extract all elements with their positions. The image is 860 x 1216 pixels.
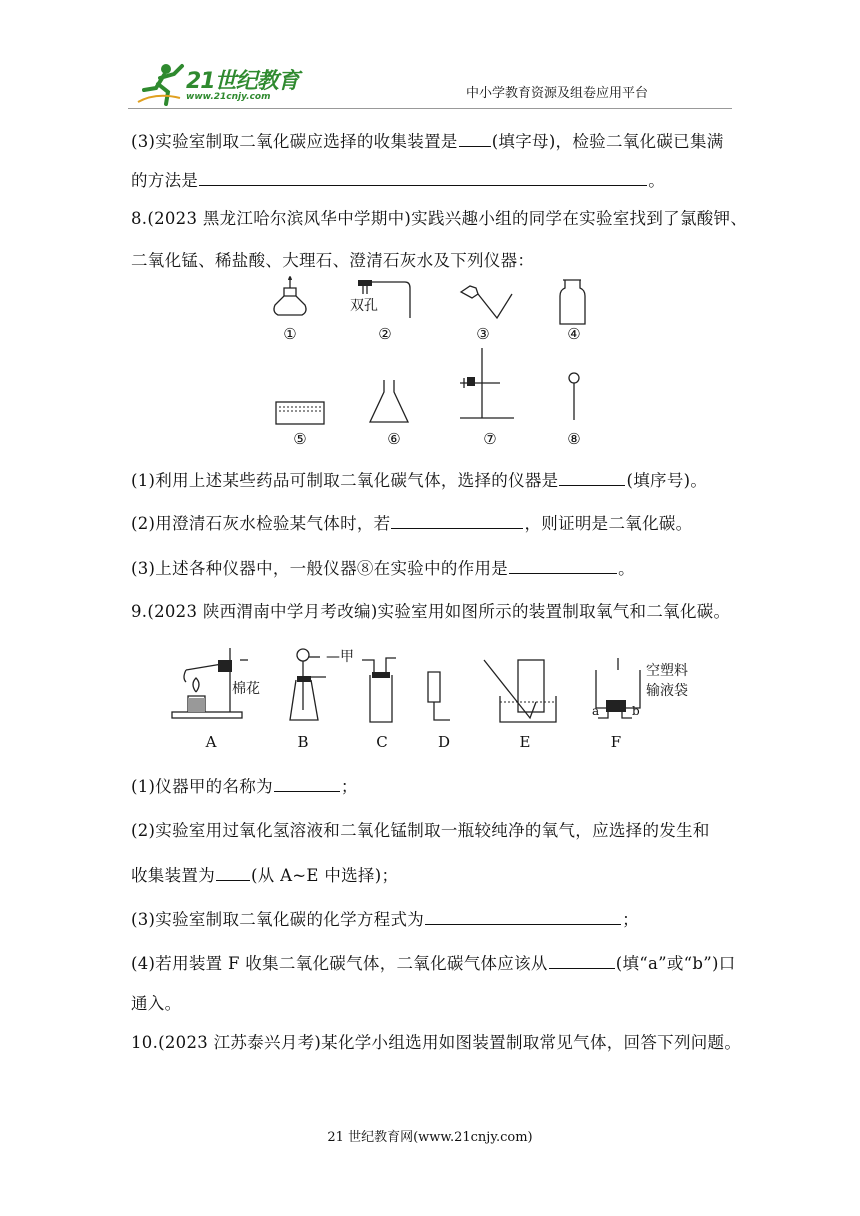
- q8-apparatus-figure: [0, 260, 860, 460]
- apparatus-e-icon: [484, 660, 556, 722]
- water-trough-icon: [276, 402, 324, 424]
- label-a: a: [592, 704, 600, 718]
- q9-stem: 9.(2023 陕西渭南中学月考改编)实验室用如图所示的装置制取氧气和二氧化碳。: [131, 602, 731, 621]
- caption-C: C: [376, 733, 388, 751]
- caption-3: ③: [476, 325, 490, 343]
- apparatus-d-icon: [428, 672, 450, 720]
- answer-blank[interactable]: [559, 469, 625, 486]
- platform-name: 中小学教育资源及组卷应用平台: [466, 86, 649, 101]
- caption-A: A: [205, 733, 217, 751]
- q7-part3-line1: (3)实验室制取二氧化碳应选择的收集装置是 (填字母)，检验二氧化碳已集满: [131, 132, 724, 151]
- label-b: b: [632, 704, 640, 718]
- caption-6: ⑥: [387, 430, 401, 448]
- caption-5: ⑤: [293, 430, 307, 448]
- answer-blank[interactable]: [509, 557, 617, 574]
- caption-D: D: [437, 733, 451, 751]
- long-neck-funnel-icon: [569, 373, 579, 420]
- label-bag-1: 空塑料: [646, 663, 688, 679]
- answer-blank[interactable]: [391, 512, 523, 529]
- caption-E: E: [519, 733, 531, 751]
- q9-part1: (1)仪器甲的名称为 ；: [131, 777, 358, 796]
- gas-jar-icon: [560, 280, 585, 324]
- q9-part4-line2: 通入。: [131, 994, 182, 1013]
- apparatus-c-icon: [362, 658, 396, 722]
- q8-part2: (2)用澄清石灰水检验某气体时，若 ，则证明是二氧化碳。: [131, 514, 693, 533]
- label-bag-2: 输液袋: [646, 683, 688, 699]
- q8-part3: (3)上述各种仪器中，一般仪器⑧在实验中的作用是 。: [131, 559, 635, 578]
- caption-4: ④: [567, 325, 581, 343]
- conical-flask-icon: [370, 380, 408, 422]
- caption-2: ②: [378, 325, 392, 343]
- q9-part2-line2: 收集装置为 (从 A~E 中选择)；: [131, 866, 399, 885]
- caption-1: ①: [283, 325, 297, 343]
- answer-blank[interactable]: [549, 952, 615, 969]
- bent-tube-icon: [461, 286, 512, 318]
- logo-url: www.21cnjy.com: [186, 92, 271, 102]
- page-footer: 21 世纪教育网(www.21cnjy.com): [327, 1130, 533, 1145]
- answer-blank[interactable]: [274, 775, 340, 792]
- q9-part2-line1: (2)实验室用过氧化氢溶液和二氧化锰制取一瓶较纯净的氧气，应选择的发生和: [131, 821, 710, 840]
- caption-B: B: [297, 733, 309, 751]
- q10-stem: 10.(2023 江苏泰兴月考)某化学小组选用如图装置制取常见气体，回答下列问题。: [131, 1033, 742, 1052]
- caption-7: ⑦: [483, 430, 497, 448]
- logo-text: 21世纪教育: [186, 69, 299, 94]
- answer-blank[interactable]: [459, 130, 491, 147]
- caption-8: ⑧: [567, 430, 581, 448]
- q9-apparatus-figure: [0, 630, 860, 740]
- label-mianhua: 棉花: [232, 681, 260, 697]
- q8-stem-2: 二氧化锰、稀盐酸、大理石、澄清石灰水及下列仪器：: [131, 251, 535, 270]
- site-logo: [136, 62, 316, 108]
- q8-part1: (1)利用上述某些药品可制取二氧化碳气体，选择的仪器是 (填序号)。: [131, 471, 708, 490]
- caption-F: F: [610, 733, 622, 751]
- answer-blank[interactable]: [425, 908, 621, 925]
- iron-stand-icon: [460, 348, 514, 418]
- label-shuangkong: 双孔: [350, 298, 378, 314]
- apparatus-b-icon: [290, 649, 326, 720]
- alcohol-lamp-icon: [274, 276, 306, 315]
- q9-part3: (3)实验室制取二氧化碳的化学方程式为 ；: [131, 910, 639, 929]
- q7-part3-line2: 的方法是 。: [131, 171, 666, 190]
- label-jia: —甲: [326, 649, 354, 665]
- answer-blank[interactable]: [199, 169, 647, 186]
- q8-stem-1: 8.(2023 黑龙江哈尔滨风华中学期中)实践兴趣小组的同学在实验室找到了氯酸钾、: [131, 209, 748, 228]
- runner-icon: [136, 62, 184, 106]
- header-divider: [128, 108, 732, 109]
- answer-blank[interactable]: [216, 864, 250, 881]
- q9-part4-line1: (4)若用装置 F 收集二氧化碳气体，二氧化碳气体应该从 (填“a”或“b”)口: [131, 954, 736, 973]
